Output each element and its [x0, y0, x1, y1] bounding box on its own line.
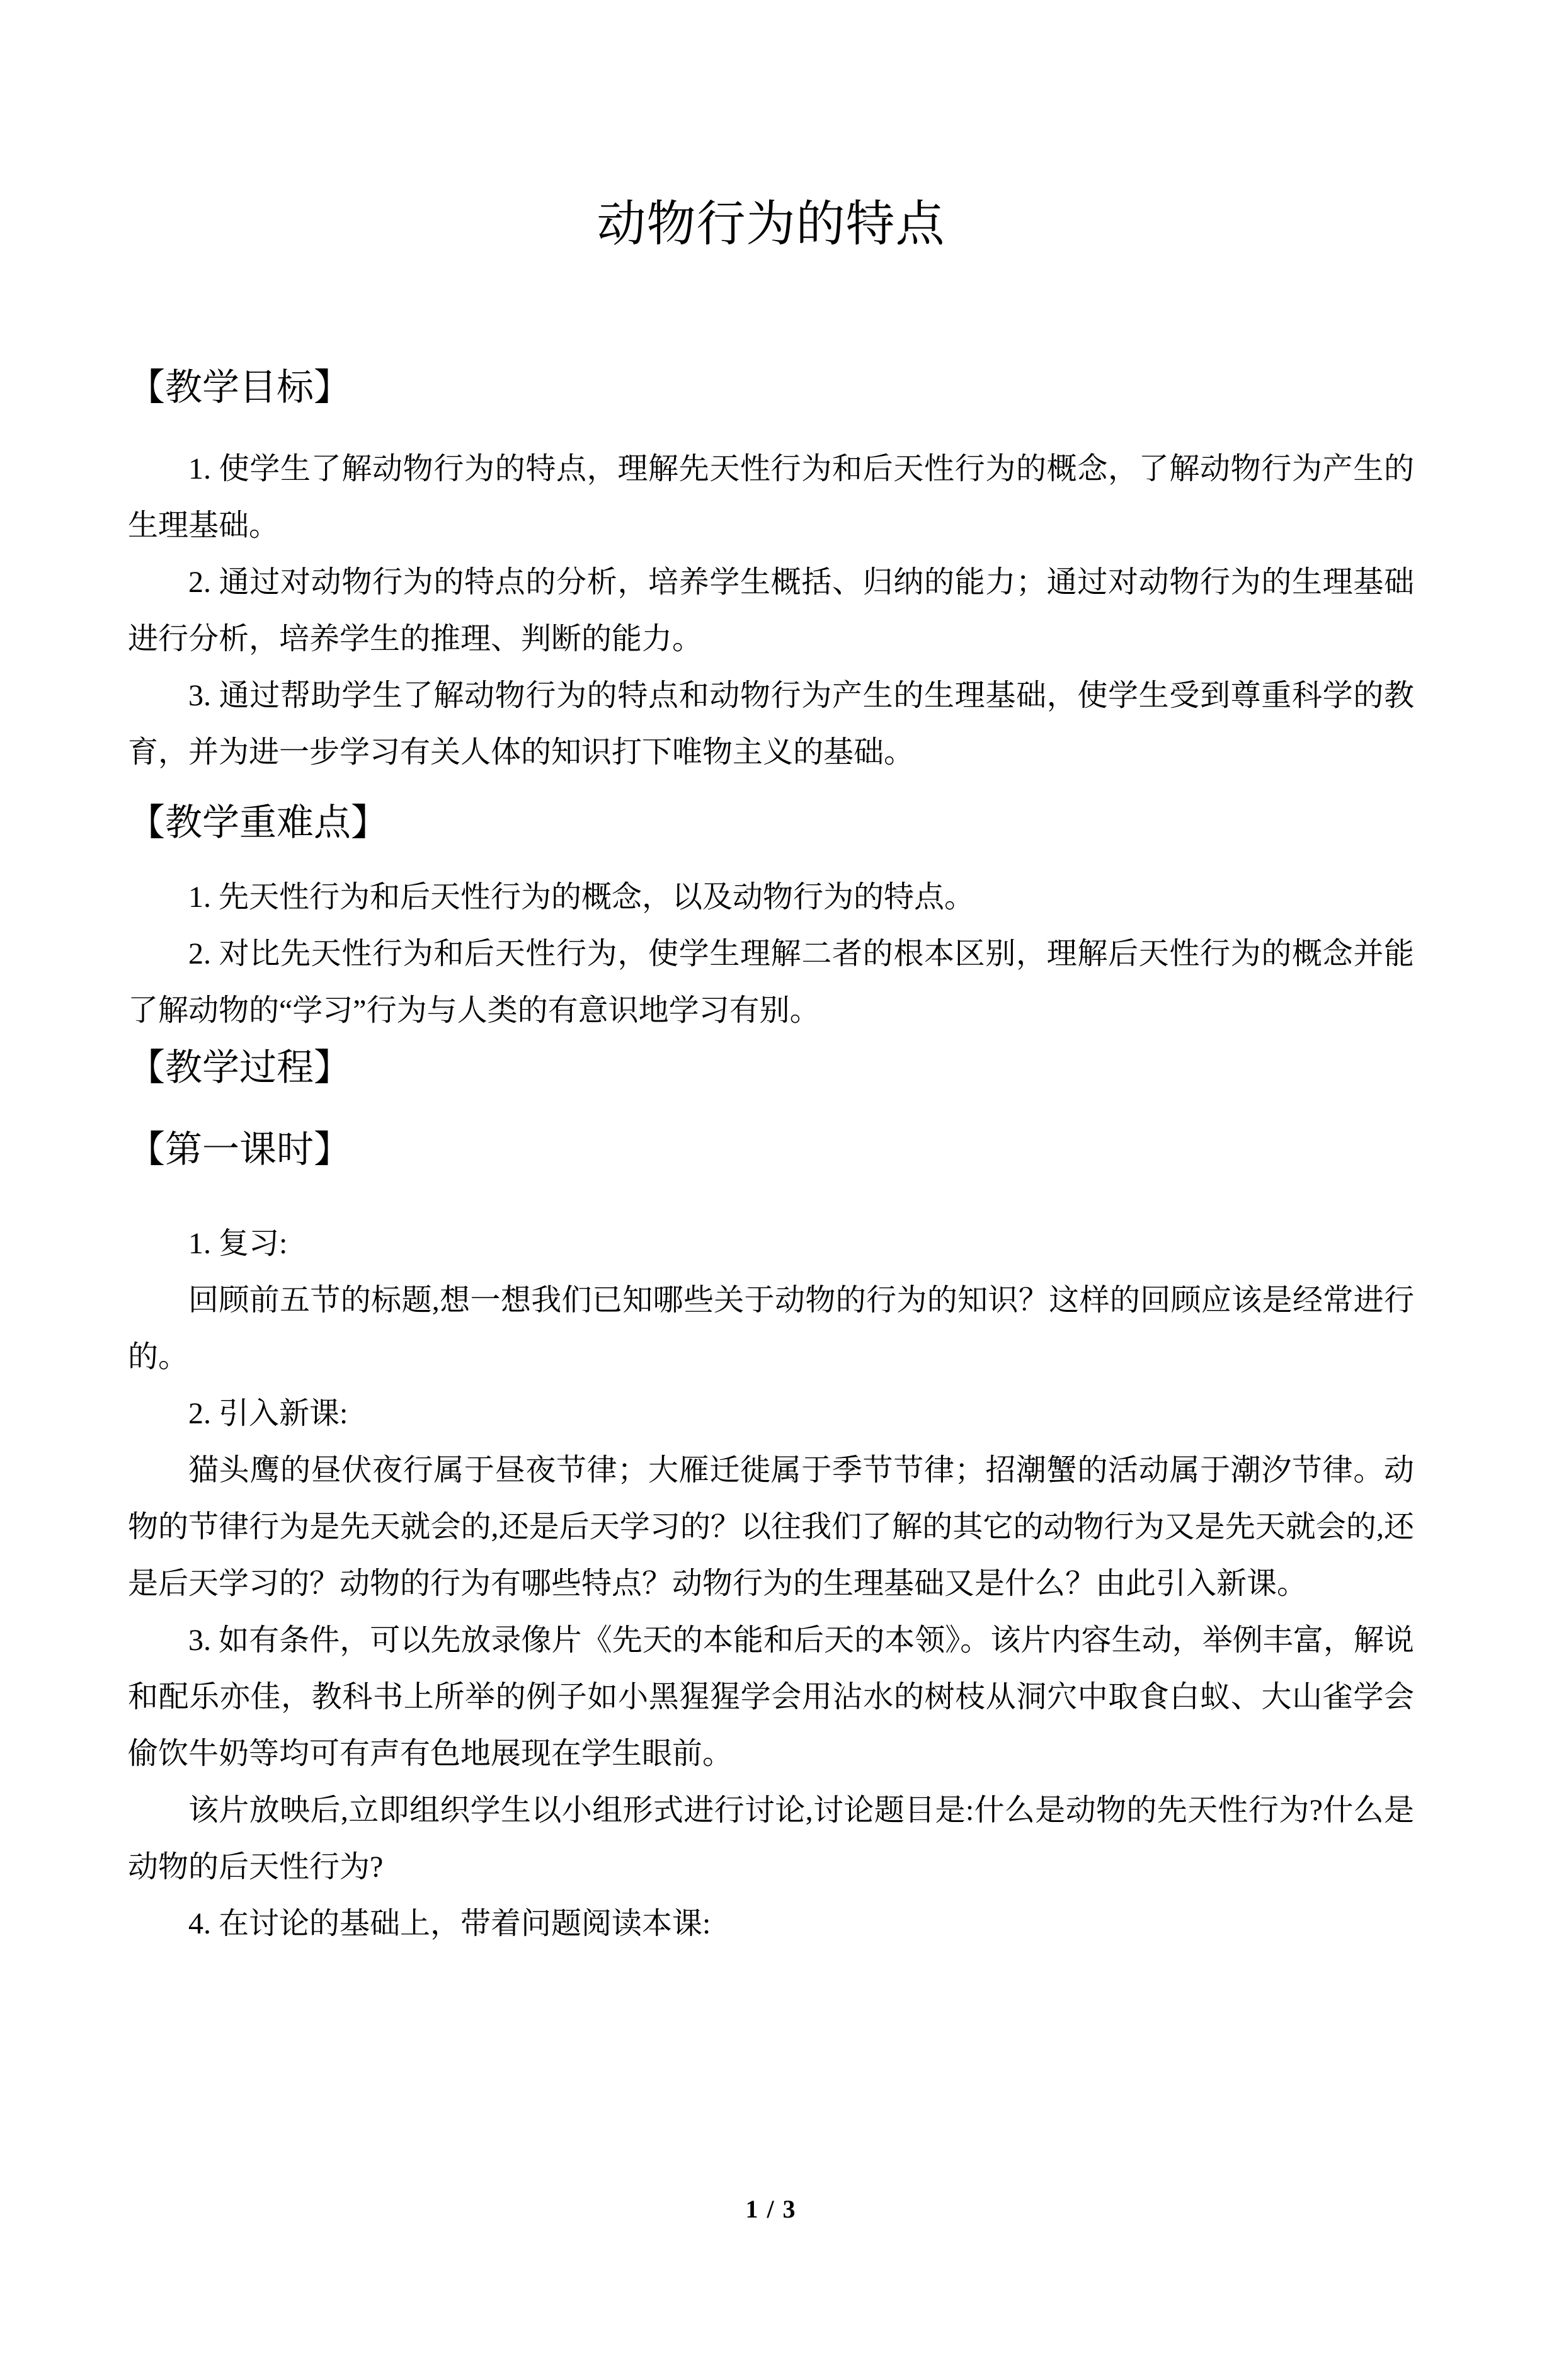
lesson-step-intro: 2. 引入新课:	[188, 1397, 348, 1430]
lesson-step-review: 1. 复习:	[188, 1227, 288, 1260]
lesson-step-video: 3. 如有条件，可以先放录像片《先天的本能和后天的本领》。该片内容生动，举例丰富，解说和配乐亦佳，教科书上所举的例子如小黑猩猩学会用沾水的树枝从洞穴中取食白蚁、大山雀学会偷饮牛奶等均可有声有色地展现在学生眼前。	[128, 1624, 1414, 1770]
section-heading-key-points: 【教学重难点】	[128, 802, 389, 843]
lesson-intro-detail: 猫头鹰的昼伏夜行属于昼夜节律；大雁迁徙属于季节节律；招潮蟹的活动属于潮汐节律。动物的节律行为是先天就会的,还是后天学习的？以往我们了解的其它的动物行为又是先天就会的,还是后天学习的？动物的行为有哪些特点？动物行为的生理基础又是什么？由此引入新课。	[128, 1454, 1414, 1600]
key-point-item-2: 2. 对比先天性行为和后天性行为，使学生理解二者的根本区别，理解后天性行为的概念并能了解动物的“学习”行为与人类的有意识地学习有别。	[128, 937, 1414, 1027]
section-heading-lesson-1: 【第一课时】	[128, 1129, 351, 1170]
key-point-item-1: 1. 先天性行为和后天性行为的概念，以及动物行为的特点。	[188, 880, 975, 914]
lesson-video-discussion: 该片放映后,立即组织学生以小组形式进行讨论,讨论题目是:什么是动物的先天性行为?什么是动物的后天性行为?	[128, 1794, 1414, 1884]
lesson-review-detail: 回顾前五节的标题,想一想我们已知哪些关于动物的行为的知识？这样的回顾应该是经常进行的。	[128, 1284, 1414, 1374]
document-page	[0, 196, 1542, 2380]
lesson-step-reading: 4. 在讨论的基础上，带着问题阅读本课:	[188, 1907, 711, 1940]
objectives-item-1: 1. 使学生了解动物行为的特点，理解先天性行为和后天性行为的概念，了解动物行为产生的生理基础。	[128, 452, 1414, 542]
page-number: 1 / 3	[745, 2195, 797, 2223]
document-title: 动物行为的特点	[597, 196, 945, 251]
section-heading-objectives: 【教学目标】	[128, 367, 351, 408]
objectives-item-3: 3. 通过帮助学生了解动物行为的特点和动物行为产生的生理基础，使学生受到尊重科学的教育，并为进一步学习有关人体的知识打下唯物主义的基础。	[128, 679, 1414, 769]
document-content	[0, 196, 1542, 1952]
objectives-item-2: 2. 通过对动物行为的特点的分析，培养学生概括、归纳的能力；通过对动物行为的生理基础进行分析，培养学生的推理、判断的能力。	[128, 566, 1414, 656]
section-heading-process: 【教学过程】	[128, 1047, 351, 1088]
